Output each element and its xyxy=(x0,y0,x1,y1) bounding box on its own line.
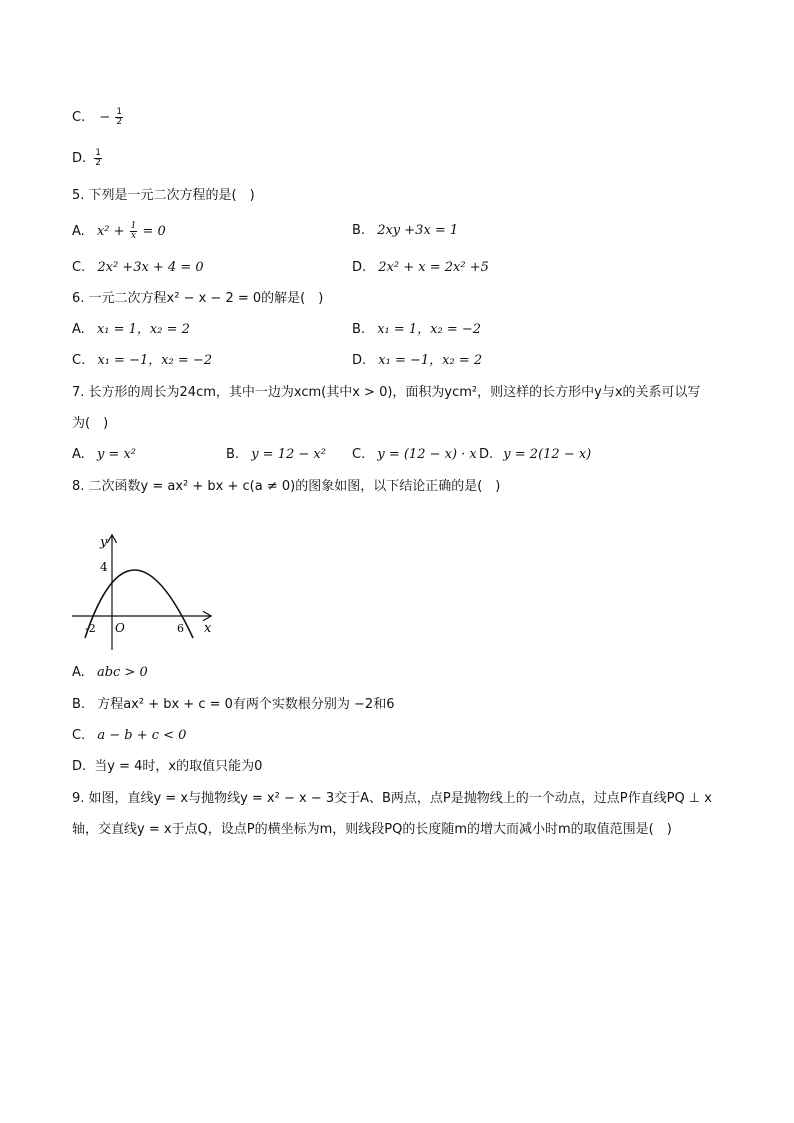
option-label: D. xyxy=(352,260,367,275)
q7-option-a xyxy=(72,446,136,464)
option-label: A. xyxy=(72,665,85,680)
fraction xyxy=(115,108,123,127)
option-text: 方程ax² + bx + c = 0有两个实数根分别为 −2和6 xyxy=(97,697,395,712)
q7-option-b xyxy=(226,446,326,464)
option-text: y = 12 − x² xyxy=(251,447,326,462)
fraction-denominator: x xyxy=(130,231,137,241)
q5-option-d xyxy=(352,259,489,277)
option-text: y = (12 − x) · x xyxy=(377,447,477,462)
option-text: x₁ = 1，x₂ = 2 xyxy=(96,322,190,337)
option-label: C. xyxy=(72,353,86,368)
x-axis-label: x xyxy=(204,621,212,636)
option-text: y = 2(12 − x) xyxy=(503,447,592,462)
q6-option-d xyxy=(352,352,482,370)
q6-option-c xyxy=(72,352,212,370)
q7-option-d xyxy=(479,446,591,464)
option-label: B. xyxy=(352,322,366,337)
option-text: y = x² xyxy=(96,447,136,462)
fraction-numerator: 1 xyxy=(130,221,137,231)
q4-option-d xyxy=(72,149,103,168)
q7-option-c xyxy=(352,446,477,464)
q5-option-a xyxy=(72,222,166,241)
q6-option-a xyxy=(72,321,190,339)
q8-option-b xyxy=(72,696,394,714)
y-intercept-label: 4 xyxy=(100,560,108,574)
left-root-label: -2 xyxy=(85,622,96,635)
parabola-graph xyxy=(64,530,224,655)
fraction xyxy=(94,149,102,168)
fraction-denominator: 2 xyxy=(95,158,102,168)
option-label: B. xyxy=(226,447,240,462)
q5-option-b xyxy=(352,222,458,240)
option-label: B. xyxy=(352,223,366,238)
fraction-numerator: 1 xyxy=(116,107,123,117)
option-label: A. xyxy=(72,322,85,337)
option-label: D. xyxy=(352,353,367,368)
option-text: x² + xyxy=(96,224,125,239)
q6-stem: 6. 一元二次方程x² − x − 2 = 0的解是( ) xyxy=(72,291,324,306)
fraction-denominator: 2 xyxy=(116,117,123,127)
q7-stem-line1: 7. 长方形的周长为24cm，其中一边为xcm(其中x > 0)，面积为ycm²，则这样的长方形中y与x的关系可以写 xyxy=(72,385,701,400)
option-text: = 0 xyxy=(142,224,166,239)
option-sign: − xyxy=(99,110,111,125)
origin-label: O xyxy=(115,621,125,635)
option-text: 当y = 4时，x的取值只能为0 xyxy=(94,759,263,774)
option-text: x₁ = −1，x₂ = 2 xyxy=(378,353,483,368)
q5-option-c xyxy=(72,259,204,277)
option-label: C. xyxy=(352,447,366,462)
q5-stem: 5. 下列是一元二次方程的是( ) xyxy=(72,188,255,203)
q8-option-c xyxy=(72,727,186,745)
option-label: A. xyxy=(72,447,85,462)
option-label: C. xyxy=(72,728,86,743)
q8-option-d xyxy=(72,758,262,776)
option-label: C. xyxy=(72,110,86,125)
option-text: 2x² + x = 2x² +5 xyxy=(378,260,489,275)
option-label: A. xyxy=(72,224,85,239)
y-axis-label: y xyxy=(100,535,108,550)
option-text: 2xy +3x = 1 xyxy=(377,223,459,238)
fraction-numerator: 1 xyxy=(95,148,102,158)
option-text: 2x² +3x + 4 = 0 xyxy=(97,260,204,275)
option-label: C. xyxy=(72,260,86,275)
option-text: a − b + c < 0 xyxy=(97,728,187,743)
q7-stem-line2: 为( ) xyxy=(72,416,109,431)
q4-option-c xyxy=(72,108,124,127)
q8-stem: 8. 二次函数y = ax² + bx + c(a ≠ 0)的图象如图，以下结论正确的是( ) xyxy=(72,479,501,494)
q8-option-a xyxy=(72,664,148,682)
q9-stem-line2: 轴，交直线y = x于点Q，设点P的横坐标为m，则线段PQ的长度随m的增大而减小时m的取值范围是( ) xyxy=(72,822,672,837)
option-label: D. xyxy=(479,447,494,462)
option-label: B. xyxy=(72,697,86,712)
option-text: x₁ = 1，x₂ = −2 xyxy=(377,322,482,337)
q6-option-b xyxy=(352,321,481,339)
fraction xyxy=(130,222,138,241)
option-text: x₁ = −1，x₂ = −2 xyxy=(97,353,213,368)
q9-stem-line1: 9. 如图，直线y = x与抛物线y = x² − x − 3交于A、B两点，点P是抛物线上的一个动点，过点P作直线PQ ⊥ x xyxy=(72,791,712,806)
option-label: D. xyxy=(72,759,87,774)
option-text: abc > 0 xyxy=(96,665,148,680)
right-root-label: 6 xyxy=(177,622,184,635)
option-label: D. xyxy=(72,151,87,166)
